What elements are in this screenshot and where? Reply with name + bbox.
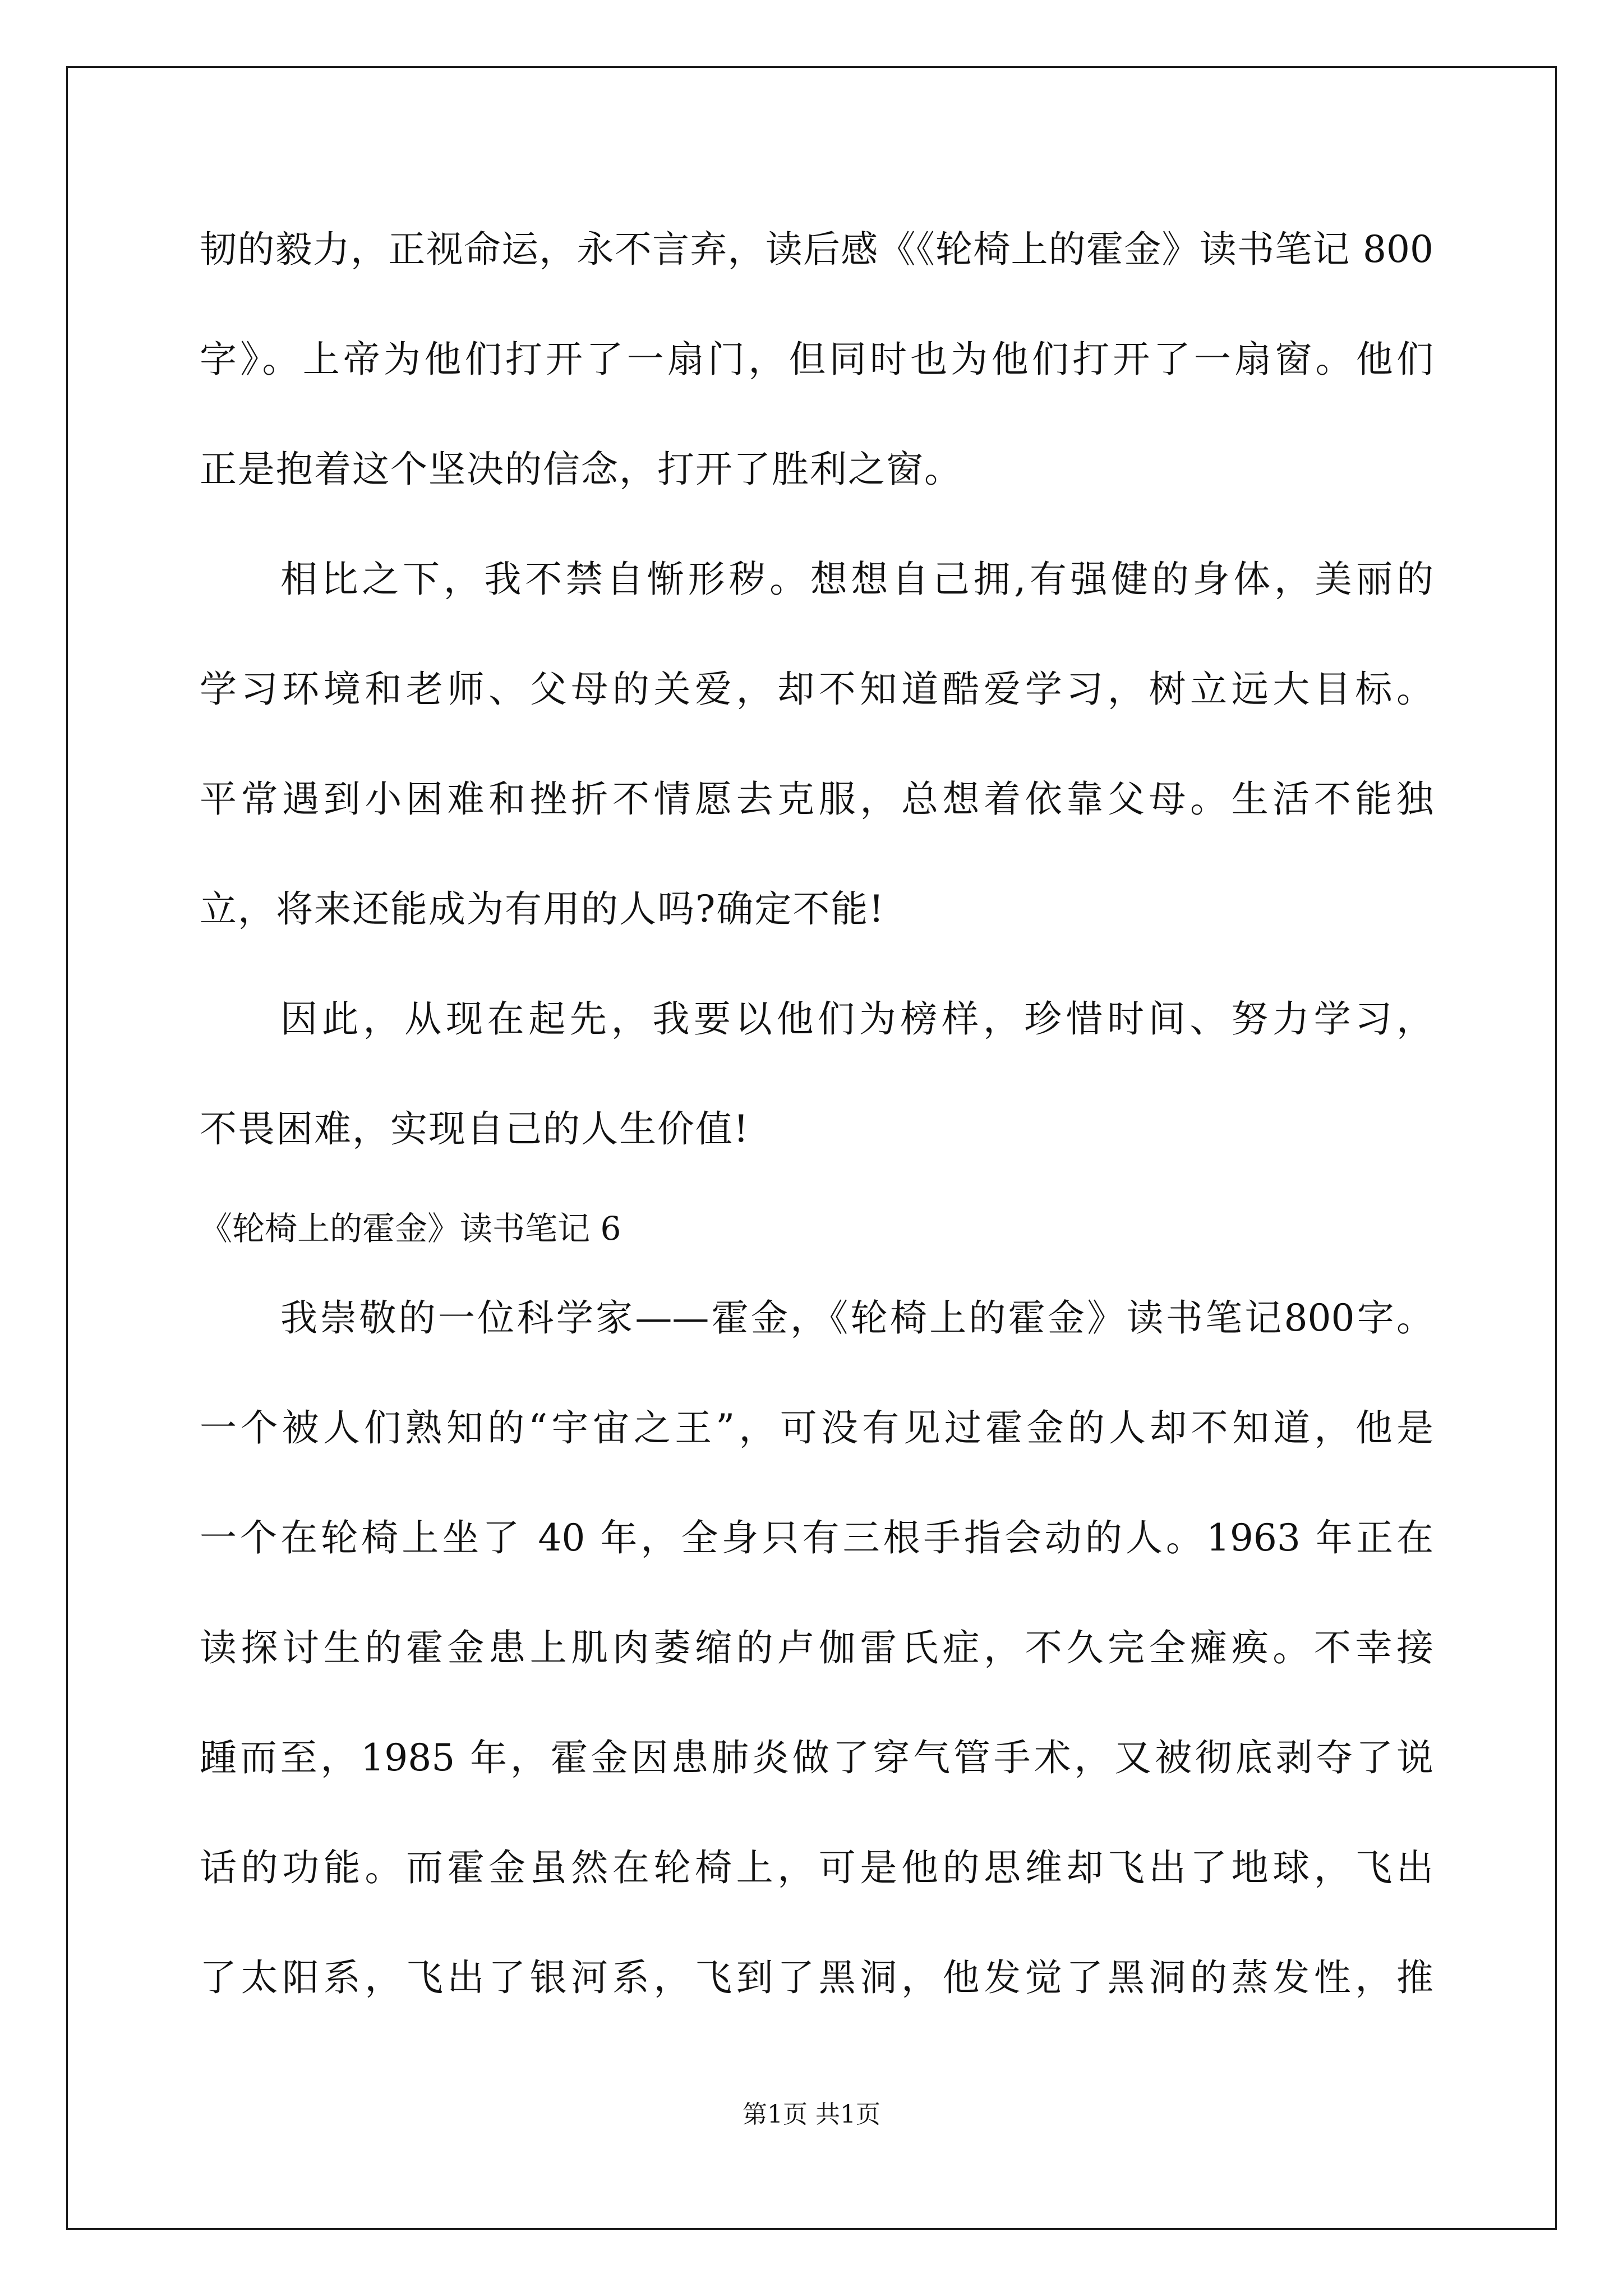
paragraph-line: 相比之下，我不禁自惭形秽。想想自己拥,有强健的身体，美丽的 xyxy=(280,558,1433,601)
paragraph-line: 一个在轮椅上坐了 40 年，全身只有三根手指会动的人。1963 年正在 xyxy=(200,1516,1433,1559)
paragraph-line: 正是抱着这个坚决的信念，打开了胜利之窗。 xyxy=(200,448,962,491)
paragraph-line: 话的功能。而霍金虽然在轮椅上，可是他的思维却飞出了地球，飞出 xyxy=(200,1846,1433,1889)
paragraph-line: 韧的毅力，正视命运，永不言弃，读后感《《轮椅上的霍金》读书笔记 800 xyxy=(200,228,1433,271)
paragraph-line: 不畏困难，实现自己的人生价值! xyxy=(200,1107,750,1151)
paragraph-line: 读探讨生的霍金患上肌肉萎缩的卢伽雷氏症，不久完全瘫痪。不幸接 xyxy=(200,1626,1433,1669)
paragraph-line: 踵而至，1985 年，霍金因患肺炎做了穿气管手术，又被彻底剥夺了说 xyxy=(200,1736,1433,1779)
page-number-footer: 第1页 共1页 xyxy=(743,2100,880,2129)
paragraph-line: 平常遇到小困难和挫折不情愿去克服，总想着依靠父母。生活不能独 xyxy=(200,777,1433,821)
paragraph-line: 我崇敬的一位科学家——霍金，《轮椅上的霍金》读书笔记800字。 xyxy=(280,1296,1433,1340)
paragraph-line: 字》。上帝为他们打开了一扇门，但同时也为他们打开了一扇窗。他们 xyxy=(200,338,1433,381)
paragraph-line: 学习环境和老师、父母的关爱，却不知道酷爱学习，树立远大目标。 xyxy=(200,668,1433,711)
paragraph-line: 了太阳系，飞出了银河系，飞到了黑洞，他发觉了黑洞的蒸发性，推 xyxy=(200,1956,1433,1999)
paragraph-line: 立，将来还能成为有用的人吗?确定不能! xyxy=(200,887,885,931)
section-title: 《轮椅上的霍金》读书笔记 6 xyxy=(200,1209,621,1248)
paragraph-line: 一个被人们熟知的“宇宙之王”，可没有见过霍金的人却不知道，他是 xyxy=(200,1406,1433,1450)
paragraph-line: 因此，从现在起先，我要以他们为榜样，珍惜时间、努力学习， xyxy=(280,997,1433,1041)
